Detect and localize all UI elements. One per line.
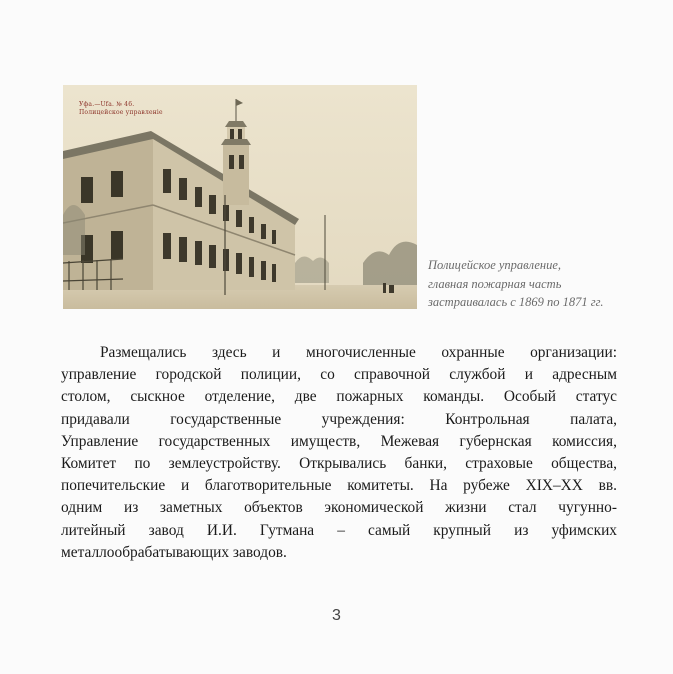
photo-caption-line: Полицейское управление,: [428, 258, 562, 272]
paragraph-line: столом, сыскное отделение, две пожарных команды. Особый статус: [61, 388, 617, 406]
paragraph-line: управление городской полиции, со справочной службой и адресным: [61, 366, 617, 384]
paragraph-line: Размещались здесь и многочисленные охранные организации:: [100, 344, 617, 361]
paragraph-line: Управление государственных имуществ, Межевая губернская комиссия,: [61, 432, 617, 450]
postcard-caption-line: Уфа.—Ufa. № 46.: [79, 101, 135, 108]
postcard-caption: [79, 101, 163, 117]
historical-photograph: [63, 85, 417, 309]
photo-caption: [428, 256, 618, 312]
paragraph-line: металлообрабатывающих заводов.: [61, 543, 287, 561]
body-paragraph: [61, 342, 617, 564]
paragraph-line: попечительские и благотворительные комитеты. На рубеже XIX–XX вв.: [61, 477, 617, 495]
photo-caption-line: застраивалась с 1869 по 1871 гг.: [428, 295, 604, 309]
paragraph-line: придавали государственные учреждения: Контрольная палата,: [61, 410, 617, 428]
page-number: 3: [332, 607, 341, 624]
paragraph-line: Комитет по землеустройству. Открывались банки, страховые общества,: [61, 454, 617, 472]
police-building-illustration: [63, 85, 417, 309]
paragraph-line: одним из заметных объектов экономической жизни стал чугунно-: [61, 499, 617, 517]
postcard-caption-line: Полицейское управленіе: [79, 109, 163, 116]
paragraph-line: литейный завод И.И. Гутмана – самый крупный из уфимских: [61, 521, 617, 539]
photo-caption-line: главная пожарная часть: [428, 276, 562, 291]
